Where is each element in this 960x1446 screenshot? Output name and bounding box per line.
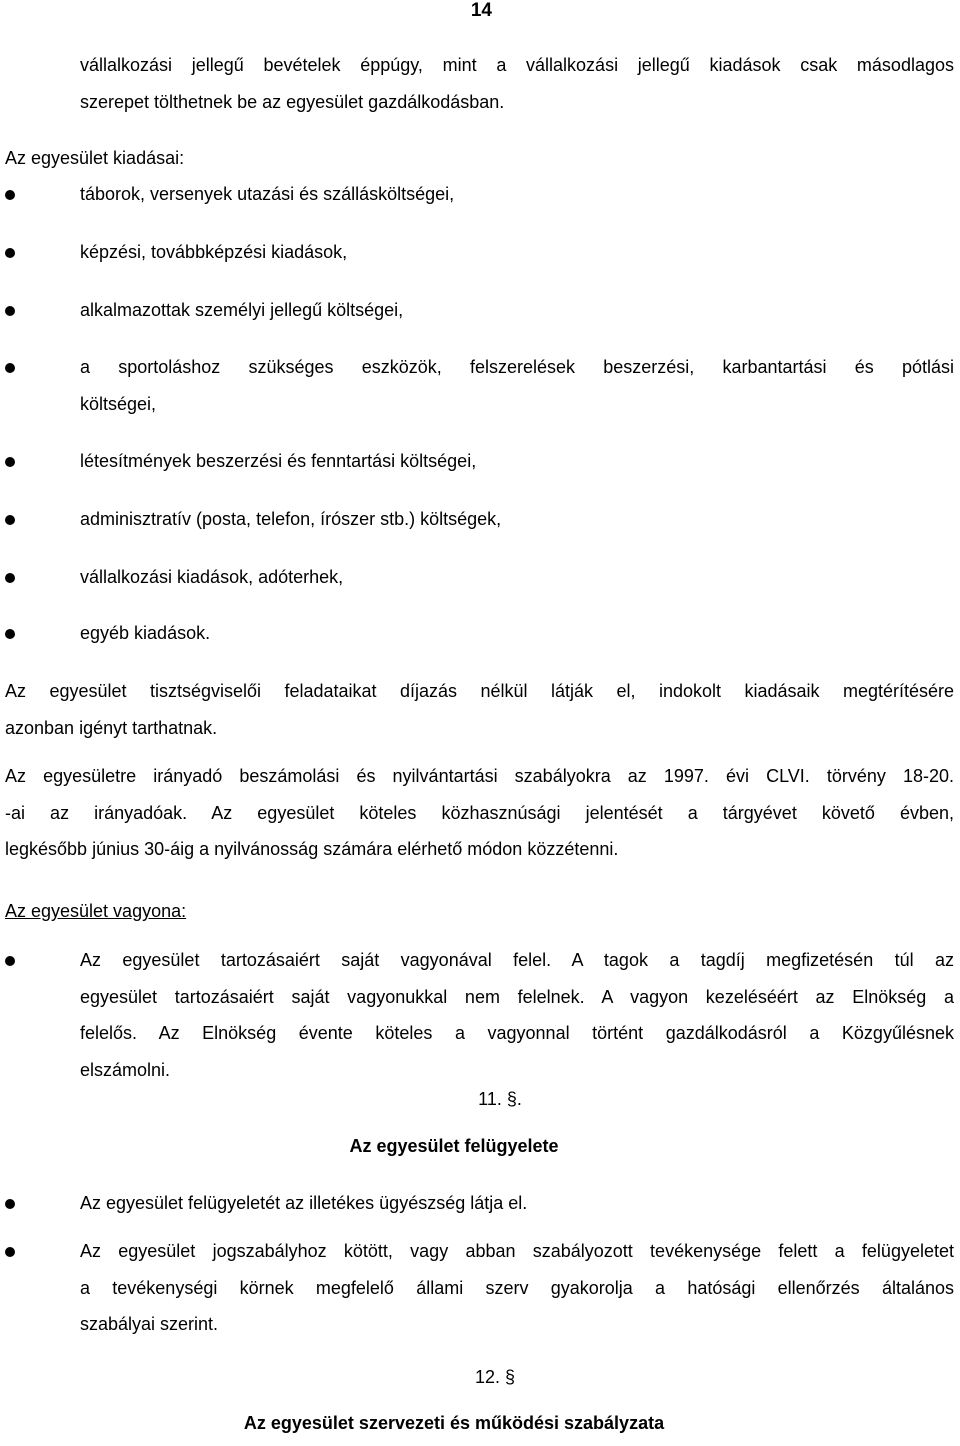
text-line: alkalmazottak személyi jellegű költségei, bbox=[80, 300, 404, 320]
bullet-icon bbox=[5, 956, 15, 966]
bullet-icon bbox=[5, 1247, 15, 1257]
text-line: vállalkozási kiadások, adóterhek, bbox=[80, 567, 344, 587]
reporting-paragraph bbox=[5, 758, 954, 868]
heading-text: Az egyesület vagyona: bbox=[5, 901, 187, 921]
bullet-icon bbox=[5, 363, 15, 373]
text-line: -ai az irányadóak. Az egyesület köteles közhasznúsági jelentését a tárgyévet követő évben, bbox=[5, 802, 954, 823]
text-line: vállalkozási jellegű bevételek éppúgy, mint a vállalkozási jellegű kiadások csak másodlagos bbox=[80, 55, 954, 75]
list-item bbox=[80, 501, 954, 538]
text-line: táborok, versenyek utazási és szállásköltségei, bbox=[80, 184, 455, 204]
section-title: Az egyesület felügyelete bbox=[349, 1136, 559, 1156]
section-number: 11. §. bbox=[478, 1089, 522, 1109]
text-line: Az egyesület felügyeletét az illetékes ügyészség látja el. bbox=[80, 1193, 528, 1213]
text-line: egyesület tartozásaiért saját vagyonukkal nem felelnek. A vagyon kezeléséért az Elnökség a bbox=[80, 986, 954, 1007]
text-line: Az egyesület tisztségviselői feladataikat díjazás nélkül látják el, indokolt kiadásaik megtérítésére bbox=[5, 681, 954, 701]
list-item bbox=[80, 942, 954, 1088]
bullet-icon bbox=[5, 190, 15, 200]
bullet-icon bbox=[5, 1199, 15, 1209]
text-line: képzési, továbbképzési kiadások, bbox=[80, 242, 348, 262]
section-number: 12. § bbox=[474, 1367, 516, 1387]
list-item bbox=[80, 1185, 954, 1222]
list-item bbox=[80, 1233, 954, 1343]
text-line: elszámolni. bbox=[80, 1059, 171, 1080]
list-item bbox=[80, 349, 954, 422]
text-line: szabályai szerint. bbox=[80, 1314, 219, 1334]
text-line: Az egyesület jogszabályhoz kötött, vagy abban szabályozott tevékenysége felett a felügyeletet bbox=[80, 1241, 954, 1261]
officers-paragraph bbox=[5, 673, 954, 746]
assets-heading bbox=[5, 893, 954, 930]
text-line: költségei, bbox=[80, 393, 157, 414]
page-number: 14 bbox=[470, 0, 492, 21]
bullet-icon bbox=[5, 306, 15, 316]
list-item bbox=[80, 234, 954, 271]
bullet-icon bbox=[5, 629, 15, 639]
text-line: adminisztratív (posta, telefon, írószer stb.) költségek, bbox=[80, 509, 502, 529]
text-line: szerepet tölthetnek be az egyesület gazdálkodásban. bbox=[80, 91, 505, 112]
text-line: felelős. Az Elnökség évente köteles a vagyonnal történt gazdálkodásról a Közgyűlésnek bbox=[80, 1023, 954, 1043]
list-item bbox=[80, 176, 954, 213]
list-item bbox=[80, 615, 954, 652]
list-item bbox=[80, 292, 954, 329]
text-line: legkésőbb június 30-áig a nyilvánosság számára elérhető módon közzétenni. bbox=[5, 839, 619, 859]
text-line: egyéb kiadások. bbox=[80, 623, 211, 643]
section-title: Az egyesület szervezeti és működési szabályzata bbox=[243, 1413, 665, 1433]
expenses-heading bbox=[5, 140, 954, 177]
bullet-icon bbox=[5, 457, 15, 467]
text-line: Az egyesület tartozásaiért saját vagyonával felel. A tagok a tagdíj megfizetésén túl az bbox=[80, 950, 954, 970]
bullet-icon bbox=[5, 573, 15, 583]
text-line: a sportoláshoz szükséges eszközök, felszerelések beszerzési, karbantartási és pótlási bbox=[80, 357, 954, 377]
bullet-icon bbox=[5, 515, 15, 525]
bullet-icon bbox=[5, 248, 15, 258]
text-line: azonban igényt tarthatnak. bbox=[5, 717, 218, 738]
text-line: létesítmények beszerzési és fenntartási költségei, bbox=[80, 451, 477, 471]
list-item bbox=[80, 443, 954, 480]
text-line: a tevékenységi körnek megfelelő állami szerv gyakorolja a hatósági ellenőrzés általános bbox=[80, 1277, 954, 1298]
list-item bbox=[80, 559, 954, 596]
intro-paragraph bbox=[80, 47, 954, 120]
heading-text: Az egyesület kiadásai: bbox=[5, 148, 185, 168]
text-line: Az egyesületre irányadó beszámolási és nyilvántartási szabályokra az 1997. évi CLVI. törvény 18-20. bbox=[5, 766, 954, 786]
